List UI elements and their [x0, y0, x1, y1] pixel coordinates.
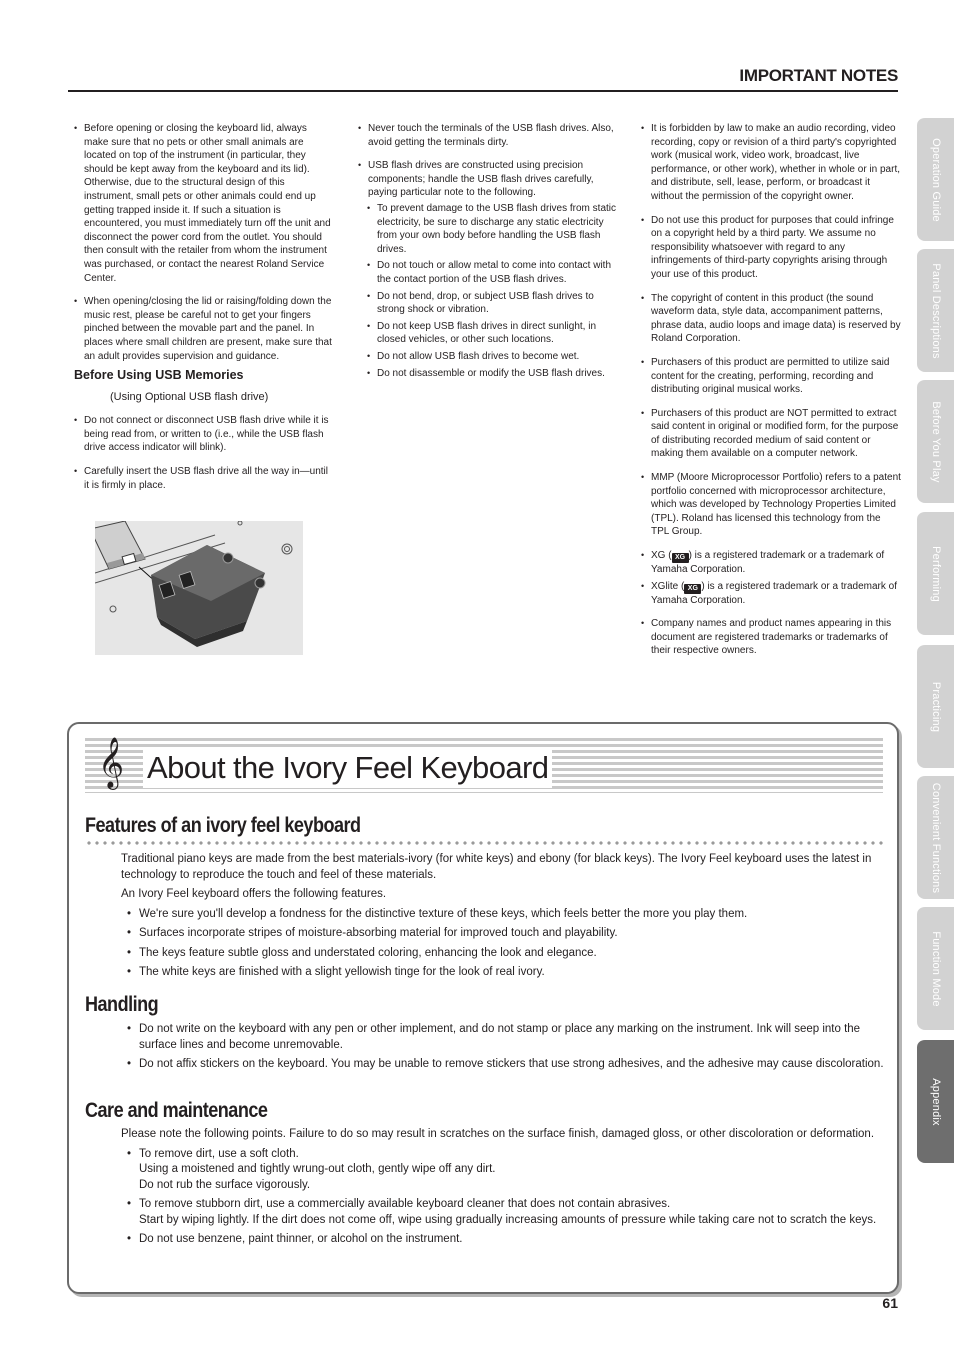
list-item: • Do not write on the keyboard with any pen or other implement, and do not stamp or place any marking on the instrument. Ink will seep into the surface lines and become unremovable.: [127, 1022, 886, 1053]
usb-caption: (Using Optional USB flash drive): [110, 390, 269, 403]
handling-body: [121, 1022, 886, 1077]
list-item: [127, 1197, 886, 1228]
tab-performing[interactable]: [917, 511, 954, 635]
tab-convenient-functions[interactable]: [917, 775, 954, 899]
notes-column-3: [639, 122, 901, 668]
list-item: • Do not use benzene, paint thinner, or alcohol on the instrument.: [127, 1232, 886, 1248]
tab-label: Panel Descriptions: [929, 262, 942, 359]
list-item: • The white keys are finished with a slight yellowish tinge for the look of real ivory.: [127, 965, 886, 981]
tab-label: Performing: [929, 545, 942, 602]
list-item: • Surfaces incorporate stripes of moisture-absorbing material for improved touch and playability.: [127, 926, 886, 942]
xglite-text-pre: XGlite (: [651, 580, 685, 592]
list-item: • Do not affix stickers on the keyboard. You may be unable to remove stickers that use strong adhesives, and the adhesive may cause discoloration.: [127, 1057, 886, 1073]
paragraph: Please note the following points. Failure to do so may result in scratches on the surface finish, damaged gloss, or other discoloration or deformation.: [121, 1128, 875, 1140]
list-line: Start by wiping lightly. If the dirt does not come off, wipe using gradually increasing amounts of pressure while taking care not to scratch the keys.: [139, 1213, 877, 1226]
tab-practicing[interactable]: [917, 644, 954, 768]
tab-label: Function Mode: [929, 930, 942, 1007]
usb-heading: Before Using USB Memories: [74, 368, 244, 383]
page-header-title: IMPORTANT NOTES: [739, 66, 898, 85]
tab-label: Before You Play: [929, 400, 942, 483]
paragraph: Traditional piano keys are made from the best materials-ivory (for white keys) and ebony (for black keys). The Ivory Feel keyboard uses the latest in technology to reproduce the touch and feel of these materials.: [121, 853, 872, 881]
page-number: 61: [882, 1295, 898, 1311]
notes-column-2: [356, 122, 618, 383]
tab-function-mode[interactable]: [917, 906, 954, 1030]
list-line: • To remove dirt, use a soft cloth.: [139, 1147, 299, 1160]
paragraph: An Ivory Feel keyboard offers the following features.: [121, 888, 387, 900]
list-item-xglite: [639, 580, 901, 608]
list-item: • Do not connect or disconnect USB flash drive while it is being read from, or written to (i.e., while the USB flash drive access indicator will blink).: [72, 414, 334, 455]
list-item: • Purchasers of this product are NOT permitted to extract said content in original or modified form, for the purpose of distributing recorded medium of said content or making them available on a computer network.: [639, 407, 901, 461]
usb-insert-illustration: [95, 521, 303, 655]
tab-label: Operation Guide: [929, 137, 942, 222]
list-item: • Before opening or closing the keyboard lid, always make sure that no pets or other small animals are located on top of the instrument (in particular, they should be kept away from the keyboard and its lid). Otherwise, due to the structural design of this instrument, small pets or other animals could end up getting trapped inside it. If such a situation is encountered, you must immediately turn off the unit and disconnect the power cord from the outlet. You should then consult with the retailer from whom the instrument was purchased, or contact the nearest Roland Service Center.: [72, 122, 334, 285]
list-item: • Carefully insert the USB flash drive all the way in—until it is firmly in place.: [72, 465, 334, 492]
list-line: Using a moistened and tightly wrung-out cloth, gently wipe off any dirt.: [139, 1163, 496, 1175]
features-body: [121, 852, 886, 985]
list-item-xg: [639, 549, 901, 577]
list-line: • To remove stubborn dirt, use a commercially available keyboard cleaner that does not contain abrasives.: [139, 1198, 671, 1210]
sub-list-item: • Do not keep USB flash drives in direct sunlight, in closed vehicles, or other such locations.: [356, 320, 618, 347]
list-item: • Company names and product names appearing in this document are registered trademarks or trademarks of their respective owners.: [639, 617, 901, 658]
list-item: • Never touch the terminals of the USB flash drives. Also, avoid getting the terminals dirty.: [356, 122, 618, 149]
list-item: • When opening/closing the lid or raising/folding down the music rest, please be careful not to get your fingers pinched between the movable part and the panel. In places where small children are present, make sure that an adult provides supervision and guidance.: [72, 295, 334, 363]
tab-label: Appendix: [929, 1077, 942, 1126]
list-item: • The copyright of content in this product (the sound waveform data, style data, accompaniment patterns, phrase data, audio loops and image data) is reserved by Roland Corporation.: [639, 292, 901, 346]
list-item: • Purchasers of this product are permitted to utilize said content for the creating, performing, recording and distributing original musical works.: [639, 356, 901, 397]
xg-text-pre: XG (: [651, 550, 672, 562]
xglite-text-post: ) is a registered trademark or a trademark of Yamaha Corporation.: [651, 580, 897, 606]
tab-operation-guide[interactable]: [917, 117, 954, 241]
tab-before-you-play[interactable]: [917, 379, 954, 503]
list-item: • It is forbidden by law to make an audio recording, video recording, copy or revision of a third party's copyrighted work (musical work, video work, broadcast, live performance, or other work), whether in whole or in part, and distribute, sell, lease, perform, or broadcast it without the permission of the copyright owner.: [639, 122, 901, 204]
list-line: Do not rub the surface vigorously.: [139, 1178, 311, 1191]
care-heading: Care and maintenance: [85, 1099, 268, 1122]
list-item: • We're sure you'll develop a fondness for the distinctive texture of these keys, which feels better the more you play them.: [127, 907, 886, 923]
tab-appendix[interactable]: [917, 1039, 954, 1163]
tab-panel-descriptions[interactable]: [917, 248, 954, 372]
list-item: • Do not use this product for purposes that could infringe on a copyright held by a third party. We assume no responsibility whatsoever with regard to any infringements of third-party copyrights arising through your use of this product.: [639, 214, 901, 282]
tab-label: Practicing: [929, 681, 942, 732]
list-item-text: USB flash drives are constructed using precision components; handle the USB flash drives carefully, paying particular note to the following.: [368, 160, 594, 199]
list-item: • The keys feature subtle gloss and understated coloring, enhancing the look and elegance.: [127, 946, 886, 962]
xglite-logo-icon: XG: [684, 584, 701, 594]
list-item: [127, 1147, 886, 1194]
list-item: • MMP (Moore Microprocessor Portfolio) refers to a patent portfolio concerned with microprocessor architecture, which was developed by Technology Properties Limited (TPL). Roland has licensed this technology from the TPL Group.: [639, 471, 901, 539]
list-item: [356, 159, 618, 200]
dotted-divider: [85, 841, 883, 845]
sub-list-item: • Do not touch or allow metal to come into contact with the contact portion of the USB flash drives.: [356, 259, 618, 286]
treble-clef-icon: 𝄞: [98, 737, 125, 788]
sub-list-item: • To prevent damage to the USB flash drives from static electricity, be sure to discharge any static electricity from your own body before handling the USB flash drives.: [356, 202, 618, 256]
header-rule: [68, 90, 898, 92]
section-title: About the Ivory Feel Keyboard: [143, 748, 552, 788]
care-body: [121, 1127, 886, 1252]
sub-list-item: • Do not disassemble or modify the USB flash drives.: [356, 367, 618, 381]
xg-logo-icon: XG: [672, 553, 689, 563]
sub-list-item: • Do not allow USB flash drives to become wet.: [356, 350, 618, 364]
notes-column-1: [72, 122, 334, 502]
xg-text-post: ) is a registered trademark or a trademark of Yamaha Corporation.: [651, 550, 885, 576]
features-heading: Features of an ivory feel keyboard: [85, 814, 361, 837]
sub-list-item: • Do not bend, drop, or subject USB flash drives to strong shock or vibration.: [356, 290, 618, 317]
handling-heading: Handling: [85, 993, 159, 1016]
tab-label: Convenient Functions: [929, 782, 942, 893]
